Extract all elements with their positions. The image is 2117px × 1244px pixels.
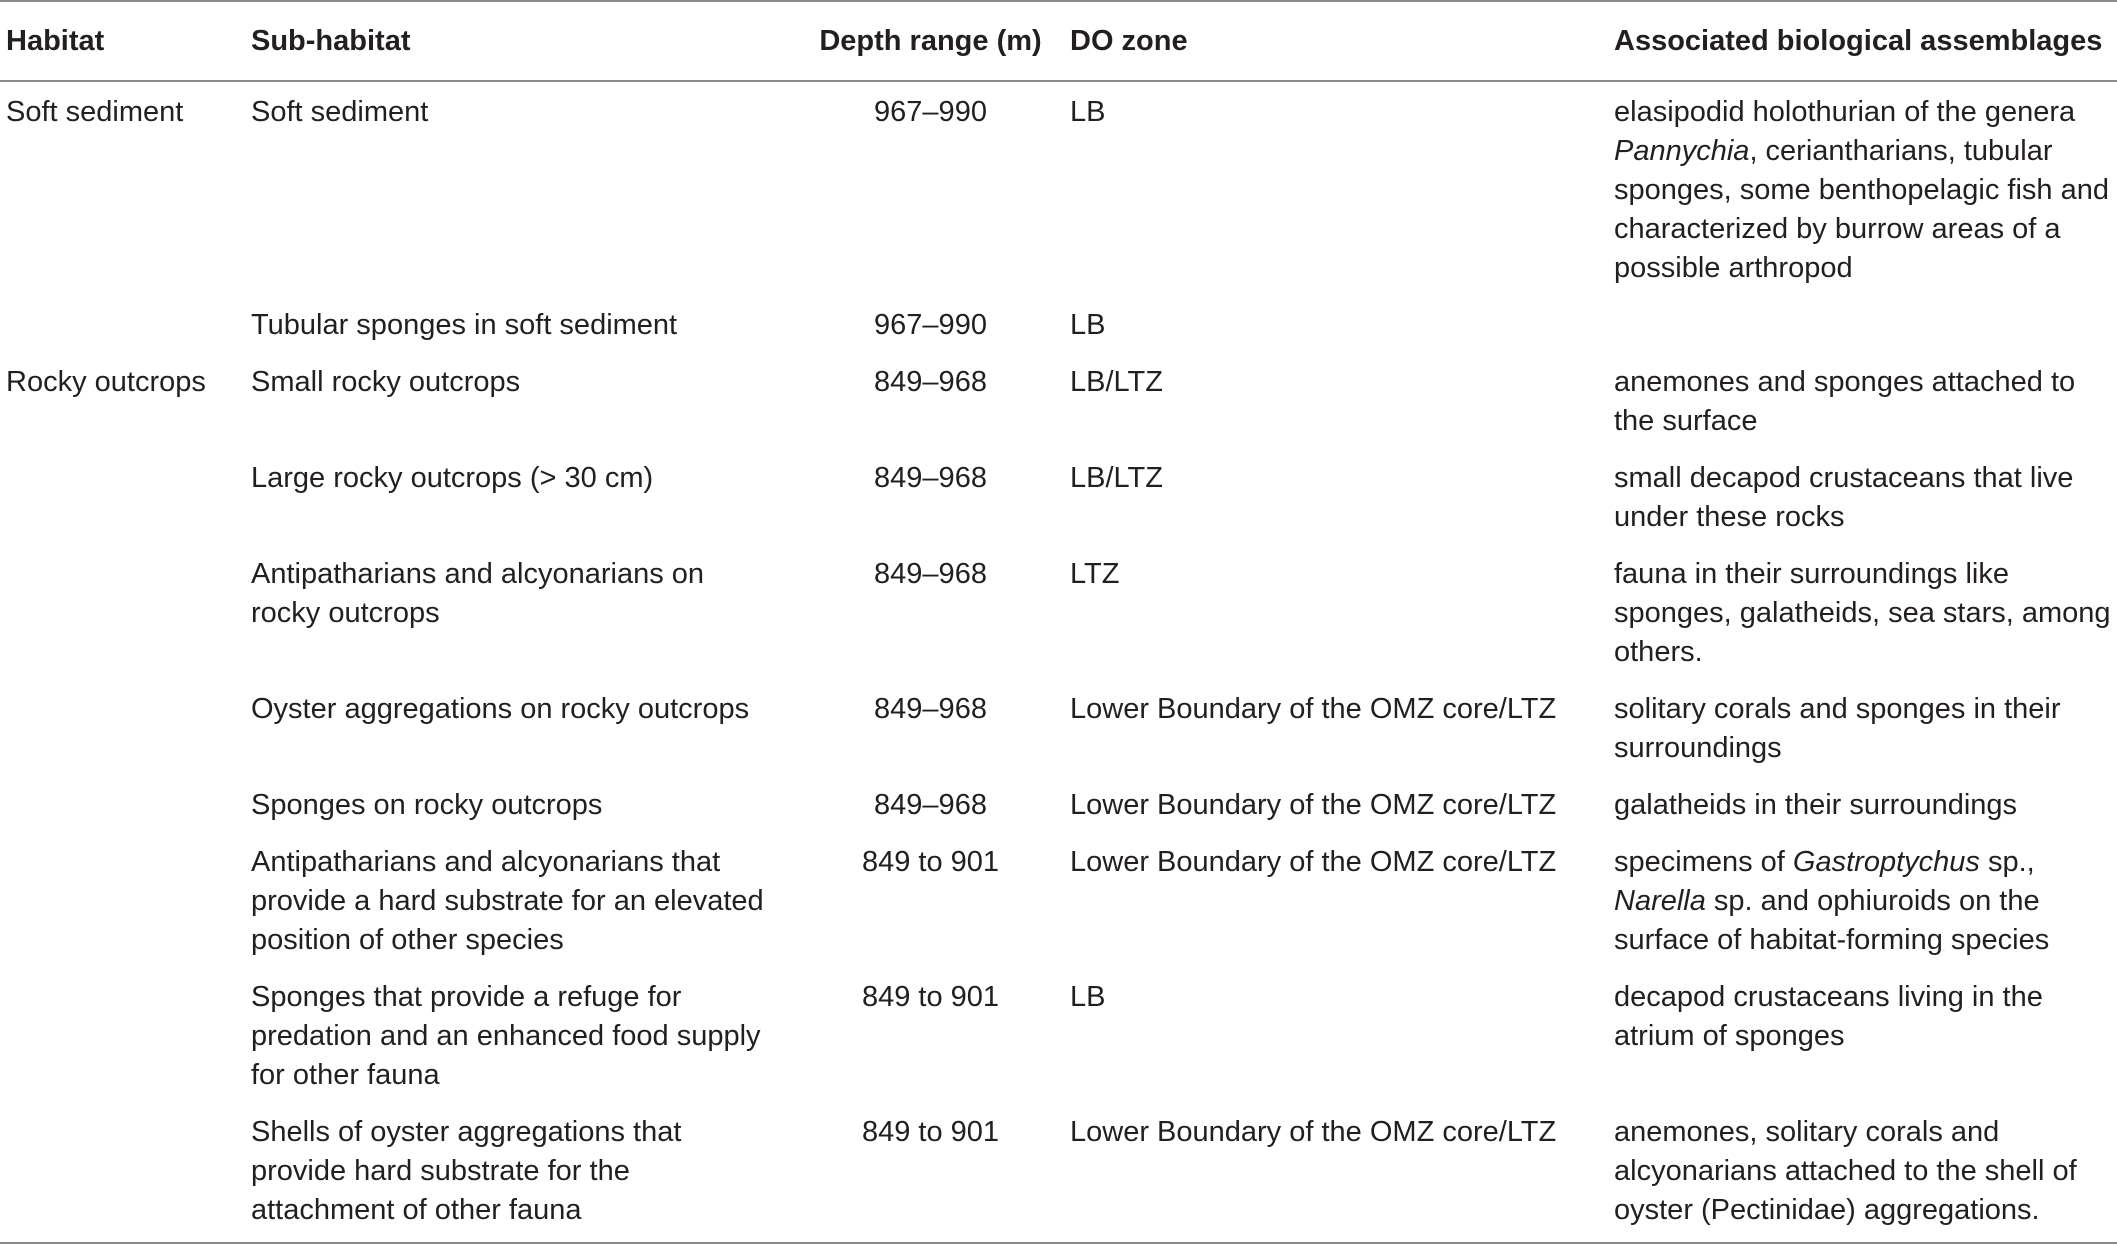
- cell-assemblages: [1614, 546, 2117, 681]
- cell-assemblages: [1614, 81, 2117, 297]
- assemblage-text: , ceriantharians, tubular sponges, some benthopelagic fish and characterized by burrow areas of a possible arthropod: [1614, 135, 2109, 284]
- cell-assemblages: [1614, 1104, 2117, 1243]
- cell-depth-range: 849–968: [874, 693, 987, 725]
- cell-assemblages: [1614, 681, 2117, 777]
- table-row: [0, 546, 2117, 681]
- assemblage-text: decapod crustaceans living in the atrium of sponges: [1614, 981, 2043, 1052]
- assemblage-text: small decapod crustaceans that live under these rocks: [1614, 462, 2074, 533]
- table-row: [0, 81, 2117, 297]
- cell-habitat: [0, 834, 246, 969]
- cell-sub-habitat: Large rocky outcrops (> 30 cm): [251, 462, 654, 494]
- table-row: [0, 1104, 2117, 1243]
- cell-assemblages: [1614, 969, 2117, 1104]
- cell-assemblages: [1614, 354, 2117, 450]
- cell-habitat: [0, 297, 246, 354]
- cell-habitat: [0, 546, 246, 681]
- table-row: [0, 297, 2117, 354]
- cell-depth-range: 849–968: [874, 558, 987, 590]
- cell-do-zone: LTZ: [1070, 558, 1120, 590]
- cell-depth-range: 849 to 901: [861, 846, 1000, 878]
- assemblage-text: fauna in their surroundings like sponges, galatheids, sea stars, among others.: [1614, 558, 2111, 668]
- table-row: [0, 354, 2117, 450]
- header-assemblages: Associated biological assemblages: [1614, 24, 2103, 57]
- assemblage-text: anemones and sponges attached to the surface: [1614, 366, 2076, 437]
- cell-sub-habitat: Sponges on rocky outcrops: [251, 789, 603, 821]
- cell-do-zone: LB: [1070, 96, 1106, 128]
- table-row: [0, 777, 2117, 834]
- header-depth-range: Depth range (m): [819, 24, 1042, 57]
- cell-do-zone: Lower Boundary of the OMZ core/LTZ: [1070, 1116, 1557, 1148]
- cell-assemblages: [1614, 450, 2117, 546]
- cell-habitat: [0, 969, 246, 1104]
- cell-do-zone: LB: [1070, 309, 1106, 341]
- assemblage-genus: Narella: [1614, 885, 1706, 917]
- cell-do-zone: LB: [1070, 981, 1106, 1013]
- cell-depth-range: 849–968: [874, 462, 987, 494]
- assemblage-text: sp.,: [1979, 846, 2035, 878]
- cell-depth-range: 849–968: [874, 366, 987, 398]
- table-header: [0, 1, 2117, 81]
- header-do-zone: DO zone: [1070, 24, 1188, 57]
- cell-habitat: [0, 450, 246, 546]
- cell-depth-range: 849–968: [874, 789, 987, 821]
- header-sub-habitat: Sub-habitat: [251, 24, 411, 57]
- table-body: [0, 81, 2117, 1243]
- cell-depth-range: 967–990: [874, 96, 987, 128]
- cell-habitat: [0, 1104, 246, 1243]
- assemblage-genus: Gastroptychus: [1792, 846, 1980, 878]
- header-habitat: Habitat: [6, 24, 105, 57]
- table-row: [0, 969, 2117, 1104]
- cell-do-zone: LB/LTZ: [1070, 366, 1163, 398]
- table-row: [0, 681, 2117, 777]
- cell-do-zone: Lower Boundary of the OMZ core/LTZ: [1070, 789, 1557, 821]
- cell-depth-range: 849 to 901: [861, 1116, 1000, 1148]
- assemblage-text: elasipodid holothurian of the genera: [1614, 96, 2076, 128]
- assemblage-text: specimens of: [1614, 846, 1793, 878]
- cell-assemblages: [1614, 297, 2117, 354]
- assemblage-text: galatheids in their surroundings: [1614, 789, 2018, 821]
- cell-sub-habitat: Shells of oyster aggregations that provide hard substrate for the attachment of other fauna: [251, 1116, 682, 1226]
- assemblage-genus: Pannychia: [1614, 135, 1750, 167]
- cell-do-zone: LB/LTZ: [1070, 462, 1163, 494]
- cell-do-zone: Lower Boundary of the OMZ core/LTZ: [1070, 693, 1557, 725]
- cell-sub-habitat: Antipatharians and alcyonarians that provide a hard substrate for an elevated position of other species: [251, 846, 764, 956]
- cell-depth-range: 967–990: [874, 309, 987, 341]
- assemblage-text: sp. and ophiuroids on the surface of habitat-forming species: [1614, 885, 2050, 956]
- cell-assemblages: [1614, 834, 2117, 969]
- cell-habitat: Soft sediment: [6, 96, 184, 128]
- cell-habitat: [0, 777, 246, 834]
- cell-depth-range: 849 to 901: [861, 981, 1000, 1013]
- assemblage-text: solitary corals and sponges in their surroundings: [1614, 693, 2061, 764]
- cell-do-zone: Lower Boundary of the OMZ core/LTZ: [1070, 846, 1557, 878]
- cell-assemblages: [1614, 777, 2117, 834]
- cell-sub-habitat: Oyster aggregations on rocky outcrops: [251, 693, 750, 725]
- cell-habitat: Rocky outcrops: [6, 366, 206, 398]
- table-row: [0, 450, 2117, 546]
- cell-sub-habitat: Antipatharians and alcyonarians on rocky outcrops: [251, 558, 705, 629]
- cell-sub-habitat: Tubular sponges in soft sediment: [251, 309, 678, 341]
- cell-sub-habitat: Soft sediment: [251, 96, 429, 128]
- cell-habitat: [0, 681, 246, 777]
- assemblage-text: anemones, solitary corals and alcyonarians attached to the shell of oyster (Pectinidae) aggregations.: [1614, 1116, 2077, 1226]
- header-row: [0, 1, 2117, 81]
- cell-sub-habitat: Small rocky outcrops: [251, 366, 521, 398]
- cell-sub-habitat: Sponges that provide a refuge for predation and an enhanced food supply for other fauna: [251, 981, 761, 1091]
- table-row: [0, 834, 2117, 969]
